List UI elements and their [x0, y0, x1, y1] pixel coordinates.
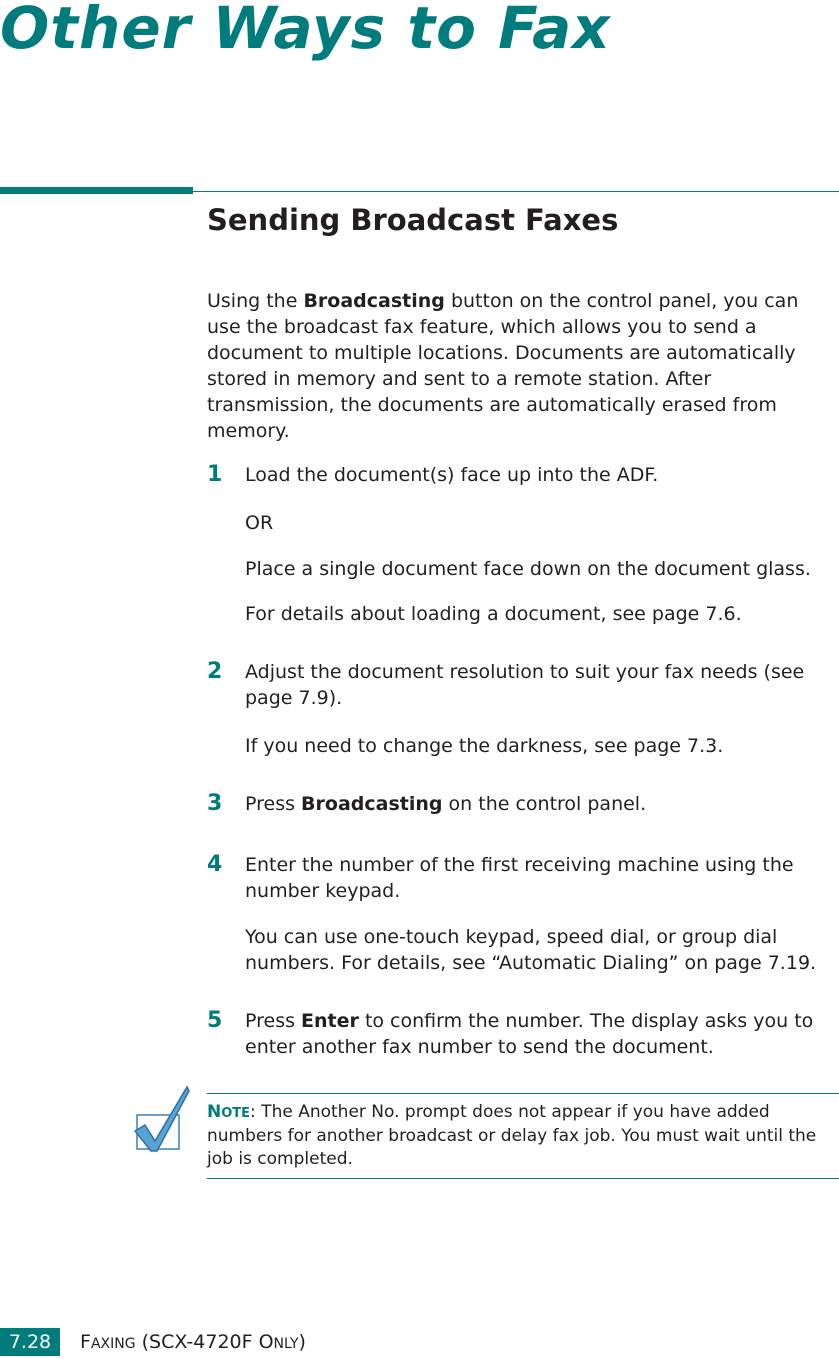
- step-text: Adjust the document resolution to suit your fax needs (see page 7.9).: [245, 661, 805, 709]
- intro-bold-term: Broadcasting: [303, 290, 445, 312]
- footer-chapter-label: FAXING (SCX-4720F ONLY): [80, 1331, 306, 1353]
- step-text: Load the document(s) face up into the ADF.: [245, 464, 659, 486]
- note-body: The Another No. prompt does not appear if you have added numbers for another broadcast or delay fax job. You must wait until the job is completed.: [207, 1102, 817, 1169]
- intro-text-before: Using the: [207, 290, 304, 312]
- step-sub-text: If you need to change the darkness, see page 7.3.: [245, 735, 724, 757]
- step-sub-text: For details about loading a document, see page 7.6.: [245, 603, 742, 625]
- note-rule-bottom: [207, 1178, 839, 1179]
- step-sub-text: Place a single document face down on the document glass.: [245, 558, 811, 580]
- step-sub-text: You can use one-touch keypad, speed dial, or group dial numbers. For details, see “Automatic Dialing” on page 7.19.: [245, 926, 817, 974]
- section-rule-thin: [193, 191, 839, 192]
- note-rule-top: [207, 1093, 839, 1094]
- chapter-title: Other Ways to Fax: [0, 0, 611, 62]
- step-number: 4: [207, 852, 223, 877]
- note-label: NOTE: [207, 1102, 251, 1122]
- step-text: [245, 791, 839, 817]
- step-sub-text: OR: [245, 512, 274, 534]
- step-text: Enter the number of the first receiving machine using the number keypad.: [245, 854, 794, 902]
- note-text: NOTE: The Another No. prompt does not appear if you have added numbers for another broadcast or delay fax job. You must wait until the job is completed.: [207, 1102, 817, 1169]
- step-number: 1: [207, 462, 223, 487]
- intro-paragraph: [207, 288, 837, 444]
- section-rule-thick: [0, 187, 193, 194]
- step-bold-term: Enter: [301, 1010, 359, 1032]
- page-number: 7.28: [0, 1328, 60, 1356]
- step-text-before: Press: [245, 793, 302, 815]
- step-text: [245, 1008, 839, 1060]
- intro-text-after: button on the control panel, you can use the broadcast fax feature, which allows you to send a document to multiple locations. Documents are automatically stored in memory and sent to a remote station. After transmission, the documents are automatically erased from memory.: [207, 290, 799, 442]
- step-text-before: Press: [245, 1010, 302, 1032]
- step-bold-term: Broadcasting: [301, 793, 443, 815]
- checkmark-note-icon: [133, 1083, 191, 1153]
- step-text-after: on the control panel.: [442, 793, 647, 815]
- step-text-after: to confirm the number. The display asks you to enter another fax number to send the document.: [245, 1010, 814, 1058]
- section-title: Sending Broadcast Faxes: [207, 203, 619, 237]
- step-number: 5: [207, 1008, 223, 1033]
- step-number: 3: [207, 791, 223, 816]
- step-number: 2: [207, 659, 223, 684]
